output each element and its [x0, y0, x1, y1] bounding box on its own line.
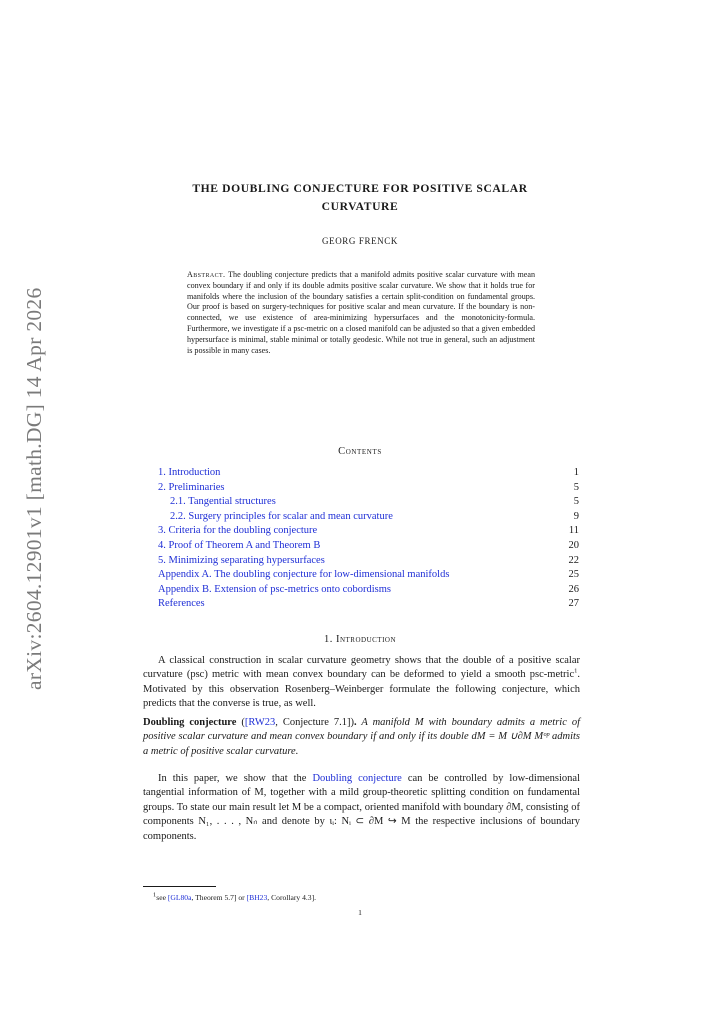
title-line-2: CURVATURE: [321, 200, 399, 213]
intro-paragraph-1: [143, 654, 580, 712]
intro-paragraph-2: [143, 772, 580, 844]
toc-link-surgery-principles[interactable]: 2.2. Surgery principles for scalar and mean curvature: [170, 510, 393, 522]
toc-entry[interactable]: [158, 568, 579, 583]
toc-link-references[interactable]: References: [158, 598, 205, 610]
toc-page: 20: [568, 539, 579, 551]
toc-link-preliminaries[interactable]: 2. Preliminaries: [158, 481, 225, 493]
toc-entry[interactable]: [158, 495, 579, 510]
toc-link-appendix-a[interactable]: Appendix A. The doubling conjecture for low-dimensional manifolds: [158, 569, 450, 581]
section-heading: [150, 634, 570, 645]
footnote: [153, 893, 573, 902]
abstract: [187, 270, 535, 356]
conjecture-label: Doubling conjecture: [143, 717, 237, 728]
paragraph-text: A classical construction in scalar curvature geometry shows that the double of a positive scalar curvature (psc) metric with mean convex boundary can be deformed to yield a smooth psc-metric: [143, 655, 580, 681]
conjecture-dot: .: [354, 717, 357, 728]
toc-link-criteria[interactable]: 3. Criteria for the doubling conjecture: [158, 525, 318, 537]
footnote-marker[interactable]: 1: [574, 667, 578, 675]
toc-entry[interactable]: [158, 583, 579, 598]
paper-title: [150, 180, 570, 216]
toc-page: 27: [568, 598, 579, 610]
citation-open: (: [236, 717, 245, 728]
toc-entry[interactable]: [158, 466, 579, 481]
footnote-text: see: [156, 893, 168, 902]
toc-entry[interactable]: [158, 597, 579, 612]
citation-link-bh23[interactable]: [BH23: [246, 893, 268, 902]
toc-page: 9: [573, 510, 579, 522]
toc-page: 25: [568, 569, 579, 581]
abstract-label: Abstract.: [187, 270, 226, 279]
toc-link-tangential-structures[interactable]: 2.1. Tangential structures: [170, 496, 276, 508]
page-number: 1: [358, 908, 362, 917]
toc-link-proof[interactable]: 4. Proof of Theorem A and Theorem B: [158, 539, 321, 551]
toc-page: 11: [568, 525, 579, 537]
footnote-rule: [143, 886, 216, 887]
footnote-text: , Corollary 4.3].: [267, 893, 316, 902]
arxiv-identifier: arXiv:2604.12901v1 [math.DG] 14 Apr 2026: [22, 287, 46, 690]
title-line-1: THE DOUBLING CONJECTURE FOR POSITIVE SCALAR: [192, 182, 528, 195]
footnote-text: , Theorem 5.7] or: [191, 893, 247, 902]
toc-page: 5: [573, 481, 579, 493]
paragraph-text: In this paper, we show that the: [158, 773, 313, 784]
citation-link-gl80a[interactable]: [GL80a: [167, 893, 192, 902]
abstract-text: The doubling conjecture predicts that a manifold admits positive scalar curvature with mean convex boundary if and only if its double admits positive scalar curvature. We show that it holds true for manifolds where the inclusion of the boundary satisfies a certain split-condition on fundamental groups. Our proof is based on surgery-techniques for positive scalar and mean curvature. If the boundary is non-connected, we use existence of area-minimizing hypersurfaces and the monotonicity-formula. Furthermore, we investigate if a psc-metric on a closed manifold can be adjusted so that a given embedded hypersurface is minimal, stable minimal or totally geodesic. While not true in general, such an adjustment is possible in many cases.: [187, 270, 535, 355]
citation-link-rw23[interactable]: [RW23: [244, 717, 276, 728]
section-title: Introduction: [335, 634, 397, 645]
conjecture-crossref-link[interactable]: Doubling conjecture: [312, 773, 402, 784]
toc-page: 5: [573, 496, 579, 508]
toc-entry[interactable]: [158, 510, 579, 525]
toc-page: 1: [573, 467, 579, 478]
footnote-mark: 1: [153, 891, 157, 899]
contents-heading: Contents: [338, 446, 382, 457]
author-name: GEORG FRENCK: [322, 236, 398, 246]
toc-entry[interactable]: [158, 481, 579, 496]
conjecture-statement: [143, 716, 580, 759]
toc-entry[interactable]: [158, 539, 579, 554]
toc-entry[interactable]: [158, 524, 579, 539]
paragraph-text: . Motivated by this observation Rosenberg–Weinberger formulate the following conjecture, which predicts that the converse is true, as well.: [143, 669, 580, 710]
conjecture-text: A manifold M with boundary admits a metric of positive scalar curvature and mean convex boundary if and only if its double dM = M ∪∂M Mᵒᵖ admits a metric of positive scalar curvature.: [143, 717, 580, 757]
toc-link-introduction[interactable]: 1. Introduction: [158, 467, 221, 478]
paragraph-text: can be controlled by low-dimensional tangential information of M, together with a mild group-theoretic splitting condition on fundamental groups. To state our main result let M be a compact, oriented manifold with boundary ∂M, consisting of components N₁, . . . , Nₙ and denote by ιᵢ: Nᵢ ⊂ ∂M ↪ M the respective inclusions of boundary components.: [143, 773, 581, 842]
toc-page: 26: [568, 583, 579, 595]
toc-entry[interactable]: [158, 554, 579, 569]
citation-rest: , Conjecture 7.1]): [275, 717, 354, 728]
toc-link-minimizing[interactable]: 5. Minimizing separating hypersurfaces: [158, 554, 325, 566]
section-number: 1.: [323, 634, 333, 645]
toc-link-appendix-b[interactable]: Appendix B. Extension of psc-metrics onto cobordisms: [158, 583, 392, 595]
toc-page: 22: [568, 554, 579, 566]
table-of-contents: [158, 466, 579, 612]
